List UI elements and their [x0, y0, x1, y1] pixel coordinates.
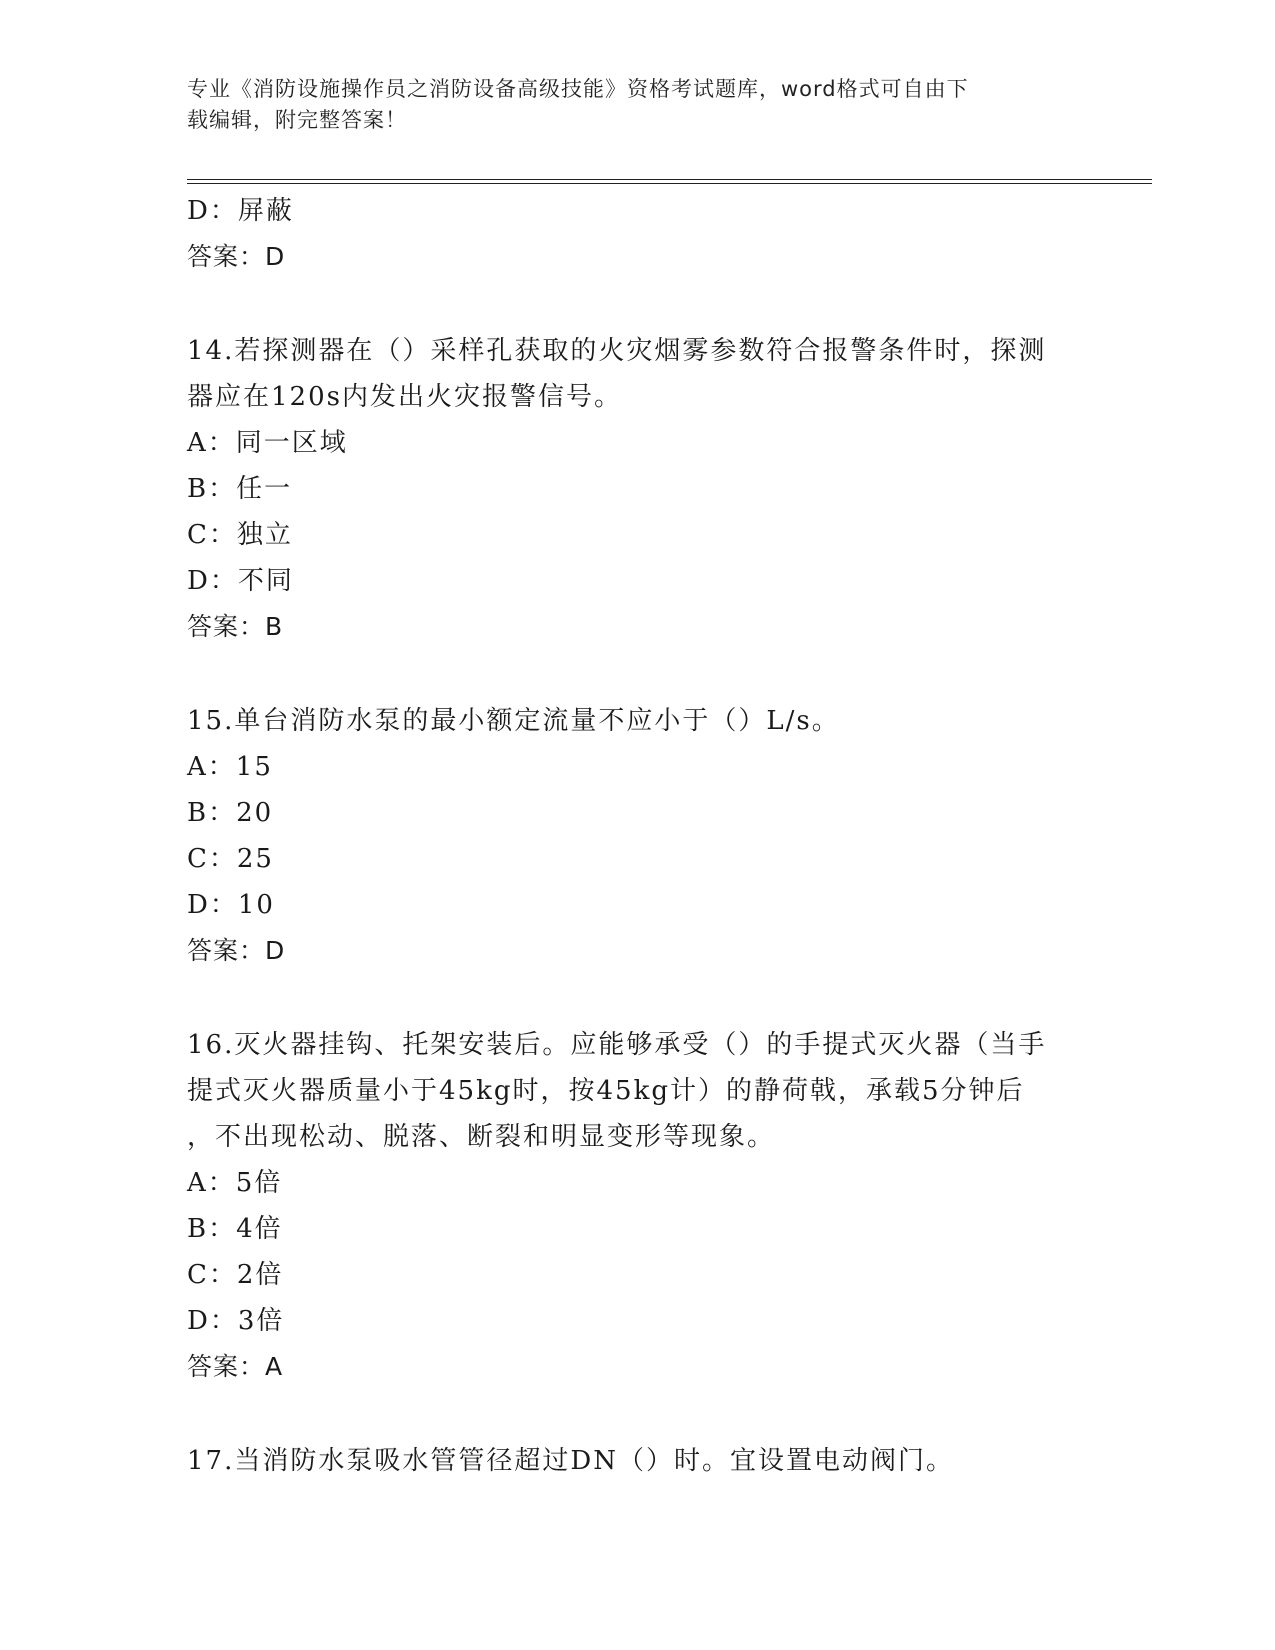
- question-text-line: 17.当消防水泵吸水管管径超过DN（）时。宜设置电动阀门。: [187, 1446, 954, 1476]
- option-b: B：4倍: [187, 1214, 283, 1244]
- header-rule-bottom: [187, 183, 1152, 184]
- question-list: [187, 188, 1087, 1484]
- header-rule-top: [187, 179, 1152, 180]
- option-b: B：20: [187, 798, 274, 828]
- option-a: A：5倍: [187, 1168, 283, 1198]
- answer: 答案：D: [187, 936, 286, 965]
- option-d: D：3倍: [187, 1306, 285, 1336]
- option-d: D：10: [187, 890, 275, 920]
- question-text-line: 16.灭火器挂钩、托架安装后。应能够承受（）的手提式灭火器（当手: [187, 1030, 1047, 1060]
- question-text-line: 器应在120s内发出火灾报警信号。: [187, 382, 622, 412]
- answer: 答案：A: [187, 1352, 284, 1381]
- header-line-1: 专业《消防设施操作员之消防设备高级技能》资格考试题库，word格式可自由下: [187, 77, 969, 101]
- question-17: [187, 1438, 1087, 1484]
- option-c: C：2倍: [187, 1260, 284, 1290]
- question-14: [187, 328, 1087, 650]
- question-text-line: 提式灭火器质量小于45kg时，按45kg计）的静荷戟，承载5分钟后: [187, 1076, 1025, 1106]
- answer: 答案：D: [187, 242, 286, 271]
- document-header: [187, 74, 1067, 136]
- option-c: C：25: [187, 844, 274, 874]
- question-15: [187, 698, 1087, 974]
- question-text-line: ，不出现松动、脱落、断裂和明显变形等现象。: [187, 1122, 776, 1152]
- option-a: A：15: [187, 752, 273, 782]
- question-16: [187, 1022, 1087, 1390]
- answer: 答案：B: [187, 612, 284, 641]
- option-c: C：独立: [187, 520, 293, 550]
- option-a: A：同一区域: [187, 428, 348, 458]
- question-text-line: 15.单台消防水泵的最小额定流量不应小于（）L/s。: [187, 706, 840, 736]
- question-text-line: 14.若探测器在（）采样孔获取的火灾烟雾参数符合报警条件时，探测: [187, 336, 1047, 366]
- option-d: D：屏蔽: [187, 196, 294, 226]
- header-line-2: 载编辑，附完整答案！: [187, 108, 407, 132]
- option-b: B：任一: [187, 474, 293, 504]
- option-d: D：不同: [187, 566, 294, 596]
